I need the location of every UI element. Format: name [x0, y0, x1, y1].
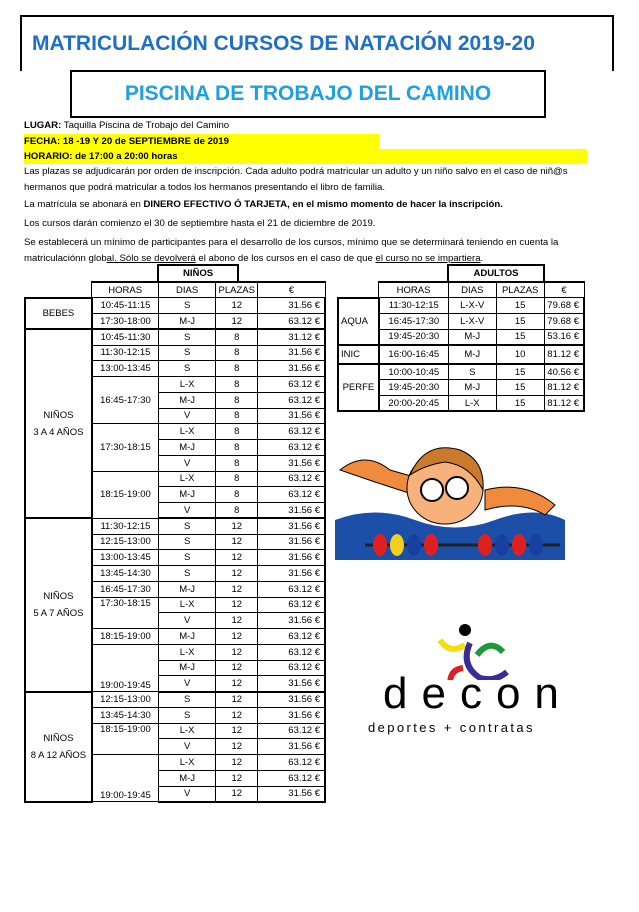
pago-bold: DINERO EFECTIVO Ó TARJETA, en el mismo momento de hacer la inscripción.: [143, 199, 503, 210]
horas-cell: 18:15-19:00: [92, 471, 159, 518]
group-label-line: 8 A 12 AÑOS: [30, 749, 87, 761]
dias-cell: V: [159, 455, 216, 471]
column-header: €: [544, 282, 584, 298]
ninos-table: [24, 281, 326, 803]
horas-cell: 17:30-18:15: [92, 597, 159, 629]
swimmer-illustration: [335, 420, 565, 570]
horas-cell: 12:15-13:00: [92, 692, 159, 708]
dias-cell: S: [159, 566, 216, 582]
precio-cell: 63.12 €: [258, 629, 325, 645]
paragraph-pago: [24, 197, 594, 213]
column-header: €: [258, 282, 325, 298]
horas-cell: 20:00-20:45: [379, 396, 448, 412]
column-header: PLAZAS: [496, 282, 544, 298]
plazas-cell: 12: [216, 597, 258, 613]
paragraph-fechas: Los cursos darán comienzo el 30 de septiembre hasta el 21 de diciembre de 2019.: [24, 218, 376, 229]
horas-cell: 16:45-17:30: [92, 377, 159, 424]
horas-cell: 19:45-20:30: [379, 380, 448, 396]
horas-cell: 11:30-12:15: [379, 298, 448, 314]
dias-cell: S: [448, 364, 496, 380]
horas-cell: 19:00-19:45: [92, 755, 159, 802]
dias-cell: M-J: [159, 440, 216, 456]
paragraph-plazas: Las plazas se adjudicarán por orden de inscripción. Cada adulto podrá matricular un adulto y un niño salvo en el caso de niñ@s hermanos que podrá matricular a todos los hermanos presentando el libro de familia.: [24, 166, 568, 193]
minimo-text-1: Se establecerá un mínimo de participantes para el desarrollo de los cursos, mínimo que se determinará teniendo en cuenta la matriculaciónn glob: [24, 237, 559, 264]
group-label: [25, 518, 92, 691]
precio-cell: 81.12 €: [544, 380, 584, 396]
plazas-cell: 15: [496, 298, 544, 314]
precio-cell: 31.56 €: [258, 503, 325, 519]
precio-cell: 31.56 €: [258, 455, 325, 471]
dias-cell: M-J: [448, 380, 496, 396]
plazas-cell: 12: [216, 298, 258, 314]
horario-label: HORARIO:: [24, 151, 73, 162]
plazas-cell: 12: [216, 770, 258, 786]
column-header: [25, 282, 92, 298]
dias-cell: M-J: [159, 581, 216, 597]
table-row: [25, 298, 325, 314]
table-row: [25, 518, 325, 534]
precio-cell: 63.12 €: [258, 314, 325, 330]
precio-cell: 63.12 €: [258, 644, 325, 660]
precio-cell: 63.12 €: [258, 755, 325, 771]
dias-cell: M-J: [159, 487, 216, 503]
dias-cell: S: [159, 518, 216, 534]
plazas-cell: 8: [216, 487, 258, 503]
dias-cell: M-J: [159, 660, 216, 676]
precio-cell: 31.56 €: [258, 298, 325, 314]
precio-cell: 31.56 €: [258, 613, 325, 629]
precio-cell: 63.12 €: [258, 581, 325, 597]
precio-cell: 63.12 €: [258, 597, 325, 613]
precio-cell: 79.68 €: [544, 298, 584, 314]
group-label: [25, 692, 92, 802]
plazas-cell: 8: [216, 440, 258, 456]
horas-cell: 13:00-13:45: [92, 550, 159, 566]
precio-cell: 81.12 €: [544, 396, 584, 412]
fecha-label: FECHA:: [24, 136, 61, 147]
plazas-cell: 8: [216, 471, 258, 487]
plazas-cell: 8: [216, 345, 258, 361]
precio-cell: 31.56 €: [258, 676, 325, 692]
glasses-icon: [446, 477, 468, 499]
plazas-cell: 12: [216, 739, 258, 755]
plazas-cell: 12: [216, 676, 258, 692]
dias-cell: S: [159, 345, 216, 361]
dias-cell: M-J: [159, 629, 216, 645]
plazas-cell: 8: [216, 503, 258, 519]
table-row: [25, 329, 325, 345]
plazas-cell: 12: [216, 613, 258, 629]
horas-cell: 11:30-12:15: [92, 345, 159, 361]
horas-cell: 19:00-19:45: [92, 644, 159, 691]
plazas-cell: 8: [216, 329, 258, 345]
group-label-line: BEBES: [42, 308, 75, 319]
group-label: [25, 298, 92, 330]
lugar-value: Taquilla Piscina de Trobajo del Camino: [61, 120, 230, 131]
horas-cell: 10:45-11:30: [92, 329, 159, 345]
horas-cell: 18:15-19:00: [92, 629, 159, 645]
horas-cell: 16:00-16:45: [379, 345, 448, 364]
dias-cell: V: [159, 786, 216, 802]
pago-text: La matrícula se abonará en: [24, 199, 144, 210]
dias-cell: L-X-V: [448, 314, 496, 330]
dias-cell: L-X: [159, 644, 216, 660]
paragraph-minimo: [24, 235, 594, 267]
precio-cell: 31.56 €: [258, 345, 325, 361]
plazas-cell: 15: [496, 380, 544, 396]
column-header: HORAS: [379, 282, 448, 298]
plazas-cell: 12: [216, 581, 258, 597]
dias-cell: S: [159, 298, 216, 314]
adultos-caption: ADULTOS: [447, 264, 545, 281]
dias-cell: L-X: [159, 597, 216, 613]
horas-cell: 16:45-17:30: [379, 314, 448, 330]
plazas-cell: 12: [216, 786, 258, 802]
plazas-cell: 12: [216, 314, 258, 330]
title-text: MATRICULACIÓN CURSOS DE NATACIÓN 2019-20: [32, 32, 535, 55]
lugar-line: [24, 118, 229, 133]
table-row: [338, 364, 584, 380]
plazas-cell: 15: [496, 329, 544, 345]
dias-cell: V: [159, 739, 216, 755]
glasses-icon: [421, 479, 443, 501]
column-header: HORAS: [92, 282, 159, 298]
horas-cell: 10:45-11:15: [92, 298, 159, 314]
plazas-cell: 12: [216, 518, 258, 534]
dias-cell: S: [159, 361, 216, 377]
dias-cell: L-X: [159, 377, 216, 393]
dias-cell: S: [159, 707, 216, 723]
dias-cell: S: [159, 692, 216, 708]
dias-cell: S: [159, 550, 216, 566]
precio-cell: 79.68 €: [544, 314, 584, 330]
horario-value: de 17:00 a 20:00 horas: [72, 151, 178, 162]
precio-cell: 63.12 €: [258, 440, 325, 456]
dias-cell: V: [159, 613, 216, 629]
precio-cell: 31.56 €: [258, 361, 325, 377]
dias-cell: M-J: [448, 329, 496, 345]
horas-cell: 18:15-19:00: [92, 723, 159, 755]
precio-cell: 63.12 €: [258, 487, 325, 503]
horas-cell: 10:00-10:45: [379, 364, 448, 380]
horario-line: [24, 149, 587, 164]
dias-cell: V: [159, 503, 216, 519]
dias-cell: M-J: [159, 314, 216, 330]
precio-cell: 31.56 €: [258, 550, 325, 566]
dias-cell: M-J: [159, 392, 216, 408]
plazas-cell: 12: [216, 755, 258, 771]
horas-cell: 13:45-14:30: [92, 566, 159, 582]
dias-cell: L-X: [448, 396, 496, 412]
logo-tagline: deportes + contratas: [368, 720, 535, 735]
arm-shape: [485, 487, 555, 515]
dias-cell: L-X: [159, 755, 216, 771]
column-header: [338, 282, 379, 298]
dias-cell: S: [159, 329, 216, 345]
precio-cell: 40.56 €: [544, 364, 584, 380]
group-label: [338, 298, 379, 345]
horas-cell: 13:45-14:30: [92, 707, 159, 723]
horas-cell: 19:45-20:30: [379, 329, 448, 345]
table-row: [25, 692, 325, 708]
precio-cell: 31.56 €: [258, 408, 325, 424]
precio-cell: 31.56 €: [258, 518, 325, 534]
precio-cell: 63.12 €: [258, 471, 325, 487]
group-label-line: AQUA: [341, 315, 368, 327]
horas-cell: 17:30-18:00: [92, 314, 159, 330]
dias-cell: V: [159, 408, 216, 424]
dias-cell: S: [159, 534, 216, 550]
table-header-row: [25, 282, 325, 298]
plazas-cell: 12: [216, 550, 258, 566]
dias-cell: M-J: [448, 345, 496, 364]
dias-cell: L-X: [159, 723, 216, 739]
precio-cell: 81.12 €: [544, 345, 584, 364]
precio-cell: 31.56 €: [258, 739, 325, 755]
precio-cell: 31.56 €: [258, 786, 325, 802]
page-subtitle: [70, 70, 546, 118]
precio-cell: 63.12 €: [258, 424, 325, 440]
plazas-cell: 10: [496, 345, 544, 364]
precio-cell: 31.56 €: [258, 692, 325, 708]
plazas-cell: 12: [216, 707, 258, 723]
plazas-cell: 8: [216, 361, 258, 377]
group-label: [25, 329, 92, 518]
dias-cell: V: [159, 676, 216, 692]
adultos-table: [337, 281, 585, 412]
minimo-text-5: .: [480, 253, 484, 264]
plazas-cell: 12: [216, 629, 258, 645]
plazas-cell: 8: [216, 455, 258, 471]
dias-cell: L-X: [159, 471, 216, 487]
precio-cell: 31.56 €: [258, 707, 325, 723]
horas-cell: 17:30-18:15: [92, 424, 159, 471]
plazas-cell: 12: [216, 660, 258, 676]
column-header: DIAS: [448, 282, 496, 298]
precio-cell: 63.12 €: [258, 392, 325, 408]
plazas-cell: 15: [496, 364, 544, 380]
precio-cell: 31.56 €: [258, 566, 325, 582]
horas-cell: 11:30-12:15: [92, 518, 159, 534]
plazas-cell: 15: [496, 314, 544, 330]
minimo-text-4: el curso no se impartiera: [375, 253, 481, 264]
precio-cell: 53.16 €: [544, 329, 584, 345]
decon-logo: [365, 610, 575, 740]
plazas-cell: 8: [216, 377, 258, 393]
plazas-cell: 12: [216, 566, 258, 582]
horas-cell: 13:00-13:45: [92, 361, 159, 377]
column-header: DIAS: [159, 282, 216, 298]
minimo-text-3: el abono de los cursos en el caso de que: [195, 253, 376, 264]
plazas-cell: 12: [216, 692, 258, 708]
plazas-cell: 15: [496, 396, 544, 412]
plazas-cell: 12: [216, 534, 258, 550]
precio-cell: 31.56 €: [258, 534, 325, 550]
logo-name: decon: [383, 669, 573, 718]
minimo-text-2: al. Sólo se devolverá: [106, 253, 196, 264]
lugar-label: LUGAR:: [24, 120, 62, 131]
table-row: [338, 298, 584, 314]
group-label-line: 5 A 7 AÑOS: [33, 607, 84, 619]
dias-cell: M-J: [159, 770, 216, 786]
dias-cell: L-X: [159, 424, 216, 440]
plazas-cell: 12: [216, 723, 258, 739]
table-row: [338, 345, 584, 364]
horas-cell: 12:15-13:00: [92, 534, 159, 550]
group-label-line: NIÑOS: [43, 409, 74, 421]
subtitle-text: PISCINA DE TROBAJO DEL CAMINO: [124, 82, 492, 105]
page-title: [20, 15, 614, 71]
group-label-line: PERFE: [342, 382, 375, 394]
ninos-caption: NIÑOS: [157, 264, 239, 281]
group-label-line: NIÑOS: [43, 732, 74, 744]
horas-cell: 16:45-17:30: [92, 581, 159, 597]
group-label-line: INIC: [341, 349, 360, 360]
plazas-cell: 12: [216, 644, 258, 660]
plazas-cell: 8: [216, 408, 258, 424]
precio-cell: 31.12 €: [258, 329, 325, 345]
plazas-cell: 8: [216, 424, 258, 440]
plazas-cell: 8: [216, 392, 258, 408]
precio-cell: 63.12 €: [258, 377, 325, 393]
precio-cell: 63.12 €: [258, 660, 325, 676]
group-label-line: NIÑOS: [43, 590, 74, 602]
precio-cell: 63.12 €: [258, 770, 325, 786]
group-label: [338, 345, 379, 364]
fecha-line: [24, 134, 379, 149]
group-label-line: 3 A 4 AÑOS: [33, 426, 84, 438]
dias-cell: L-X-V: [448, 298, 496, 314]
group-label: [338, 364, 379, 411]
fecha-value: 18 -19 Y 20 de SEPTIEMBRE de 2019: [60, 136, 229, 147]
precio-cell: 63.12 €: [258, 723, 325, 739]
table-header-row: [338, 282, 584, 298]
column-header: PLAZAS: [216, 282, 258, 298]
